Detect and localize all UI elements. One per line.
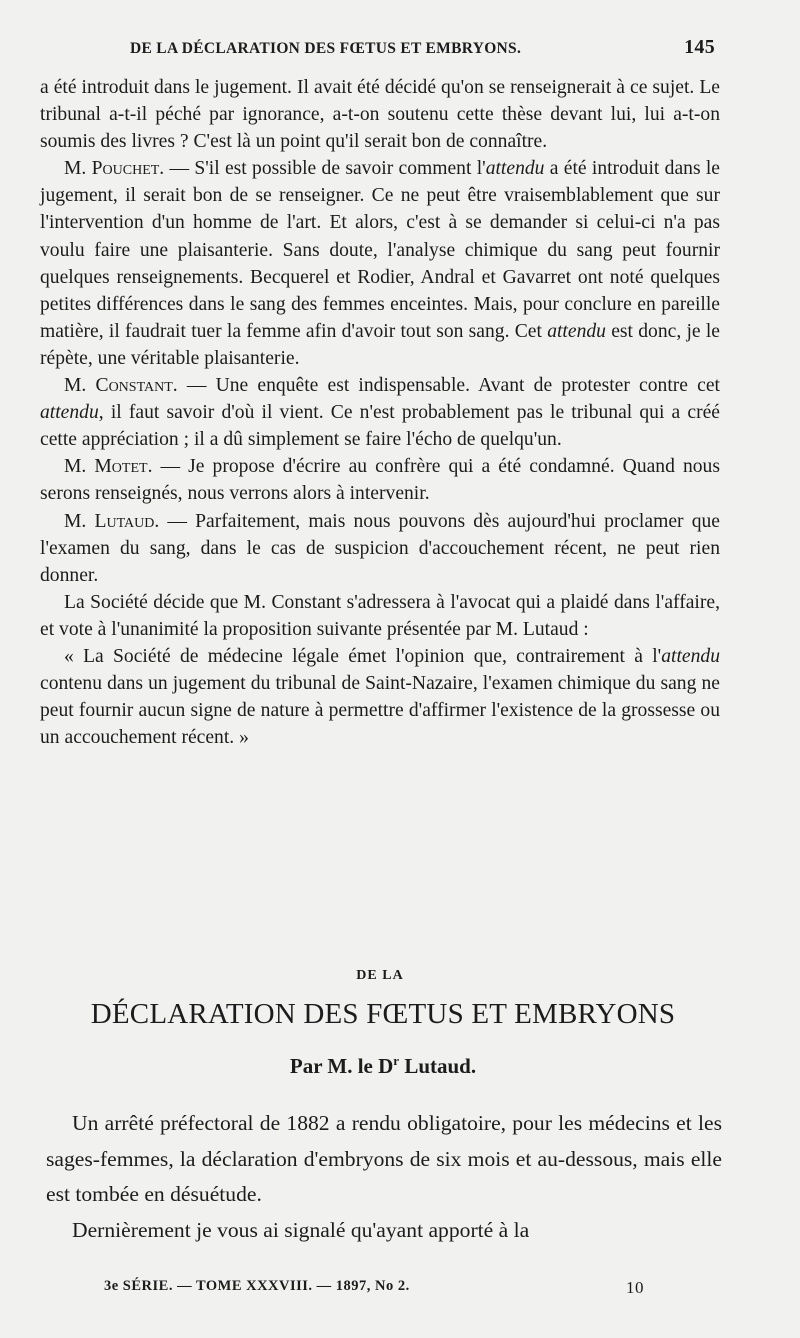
- italic-term: attendu: [40, 402, 99, 424]
- paragraph: [40, 372, 720, 453]
- speaker-name: Lutaud: [94, 510, 155, 532]
- footer-series: 3e SÉRIE. — TOME XXXVIII. — 1897, No 2.: [104, 1278, 410, 1294]
- paragraph: [46, 1213, 722, 1249]
- page-footer: [104, 1278, 644, 1298]
- running-head-title: DE LA DÉCLARATION DES FŒTUS ET EMBRYONS.: [130, 40, 522, 57]
- section-pre-title: DE LA: [356, 968, 404, 983]
- text-run: M.: [64, 375, 96, 397]
- speaker-name: Pouchet: [91, 158, 160, 180]
- author-prefix: Par M. le D: [289, 1054, 394, 1078]
- italic-term: attendu: [547, 320, 606, 342]
- paragraph: [40, 453, 720, 507]
- text-run: est donc, je le répète, une véritable plaisanterie.: [40, 320, 720, 369]
- paragraph: [40, 74, 720, 155]
- speaker-name: Motet: [94, 456, 148, 478]
- italic-term: attendu: [485, 158, 545, 180]
- author-sup: r: [393, 1053, 400, 1068]
- text-run: . — Une enquête est indispensable. Avant de protester contre cet: [172, 375, 720, 397]
- text-run: « La Société de médecine légale émet l'opinion que, contrairement à l': [64, 645, 662, 667]
- body-text: [40, 74, 720, 751]
- running-head: [130, 36, 715, 59]
- text-run: M.: [64, 510, 95, 532]
- paragraph: [40, 589, 720, 643]
- italic-term: attendu: [661, 645, 720, 667]
- text-run: . — Je propose d'écrire au confrère qui a été condamné. Quand nous serons renseignés, nous verrons alors à intervenir.: [40, 456, 720, 505]
- footer-sheet-number: 10: [626, 1278, 644, 1297]
- speaker-name: Constant: [95, 375, 173, 397]
- text-run: a été introduit dans le jugement, il serait bon de se renseigner. Ce ne peut être vraisemblablement que sur l'intervention d'un homme de l'art. Et alors, c'est à se demander si celui-ci n'a pas voulu faire une plaisanterie. Sans doute, l'analyse chimique du sang peut fournir quelques renseignements. Becquerel et Rodier, Andral et Gavarret ont noté quelques petites différences dans le sang des femmes enceintes. Mais, pour conclure en pareille matière, il faudrait tuer la femme afin d'avoir tout son sang. Cet: [40, 158, 720, 342]
- text-run: La Société décide que M. Constant s'adressera à l'avocat qui a plaidé dans l'affaire, et vote à l'unanimité la proposition suivante présentée par M. Lutaud :: [40, 591, 720, 640]
- paragraph: [40, 155, 720, 372]
- text-run: Dernièrement je vous ai signalé qu'ayant apporté à la: [72, 1217, 530, 1242]
- text-run: . — S'il est possible de savoir comment l': [159, 158, 486, 180]
- text-run: M.: [64, 158, 92, 180]
- author-name: Lutaud.: [399, 1054, 477, 1078]
- paragraph: [40, 508, 720, 589]
- text-run: M.: [64, 456, 95, 478]
- section-author: [0, 1053, 766, 1079]
- text-run: , il faut savoir d'où il vient. Ce n'est probablement pas le tribunal qui a créé cette appréciation ; il a dû simplement se faire l'écho de quelqu'un.: [40, 402, 720, 451]
- text-run: . — Parfaitement, mais nous pouvons dès aujourd'hui proclamer que l'examen du sang, dans le cas de suspicion d'accouchement récent, ne peut rien donner.: [40, 510, 720, 586]
- paragraph: [46, 1106, 722, 1213]
- section-title: DÉCLARATION DES FŒTUS ET EMBRYONS: [90, 998, 676, 1030]
- text-run: contenu dans un jugement du tribunal de Saint-Nazaire, l'examen chimique du sang ne peut fournir aucun signe de nature à permettre d'affirmer l'existence de la grossesse ou un accouchement récent. »: [40, 673, 720, 749]
- text-run: a été introduit dans le jugement. Il avait été décidé qu'on se renseignerait à ce sujet. Le tribunal a-t-il péché par ignorance, a-t-on soutenu cette thèse devant lui, lui a-t-on soumis des livres ? C'est là un point qu'il serait bon de connaître.: [40, 77, 720, 153]
- paragraph: [40, 643, 720, 751]
- section-body-text: [46, 1106, 722, 1248]
- text-run: Un arrêté préfectoral de 1882 a rendu obligatoire, pour les médecins et les sages-femmes, la déclaration d'embryons de six mois et au-dessous, mais elle est tombée en désuétude.: [46, 1111, 722, 1206]
- page-number: 145: [684, 36, 715, 58]
